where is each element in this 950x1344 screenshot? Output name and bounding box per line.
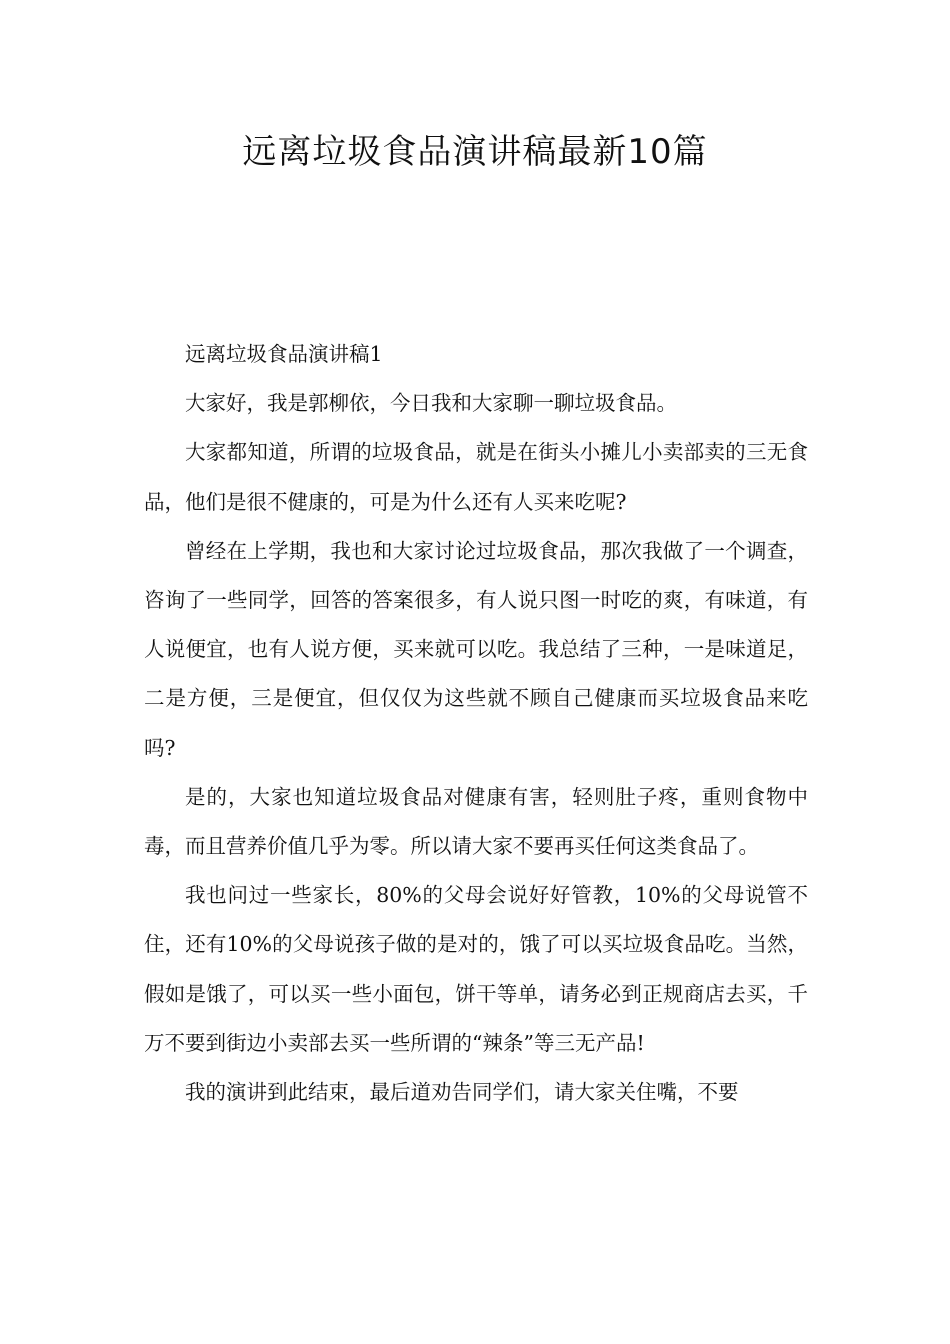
paragraph: 我也问过一些家长，80%的父母会说好好管教，10%的父母说管不住，还有10%的父母说孩子做的是对的，饿了可以买垃圾食品吃。当然，假如是饿了，可以买一些小面包，饼干等单，请务必到正规商店去买，千万不要到街边小卖部去买一些所谓的“辣条”等三无产品! [144,883,808,1055]
paragraph: 大家都知道，所谓的垃圾食品，就是在街头小摊儿小卖部卖的三无食品，他们是很不健康的，可是为什么还有人买来吃呢? [144,440,808,514]
section-heading: 远离垃圾食品演讲稿1 [185,342,383,366]
document-body [144,330,808,1117]
paragraph: 是的，大家也知道垃圾食品对健康有害，轻则肚子疼，重则食物中毒，而且营养价值几乎为零。所以请大家不要再买任何这类食品了。 [144,784,808,859]
document-title: 远离垃圾食品演讲稿最新10篇 [242,132,708,172]
paragraph: 大家好，我是郭柳依，今日我和大家聊一聊垃圾食品。 [185,391,677,416]
paragraph: 曾经在上学期，我也和大家讨论过垃圾食品，那次我做了一个调查，咨询了一些同学，回答的答案很多，有人说只图一时吃的爽，有味道，有人说便宜，也有人说方便，买来就可以吃。我总结了三种，一是味道足，二是方便，三是便宜，但仅仅为这些就不顾自己健康而买垃圾食品来吃吗? [144,538,808,760]
paragraph: 我的演讲到此结束，最后道劝告同学们，请大家关住嘴，不要 [185,1080,739,1105]
